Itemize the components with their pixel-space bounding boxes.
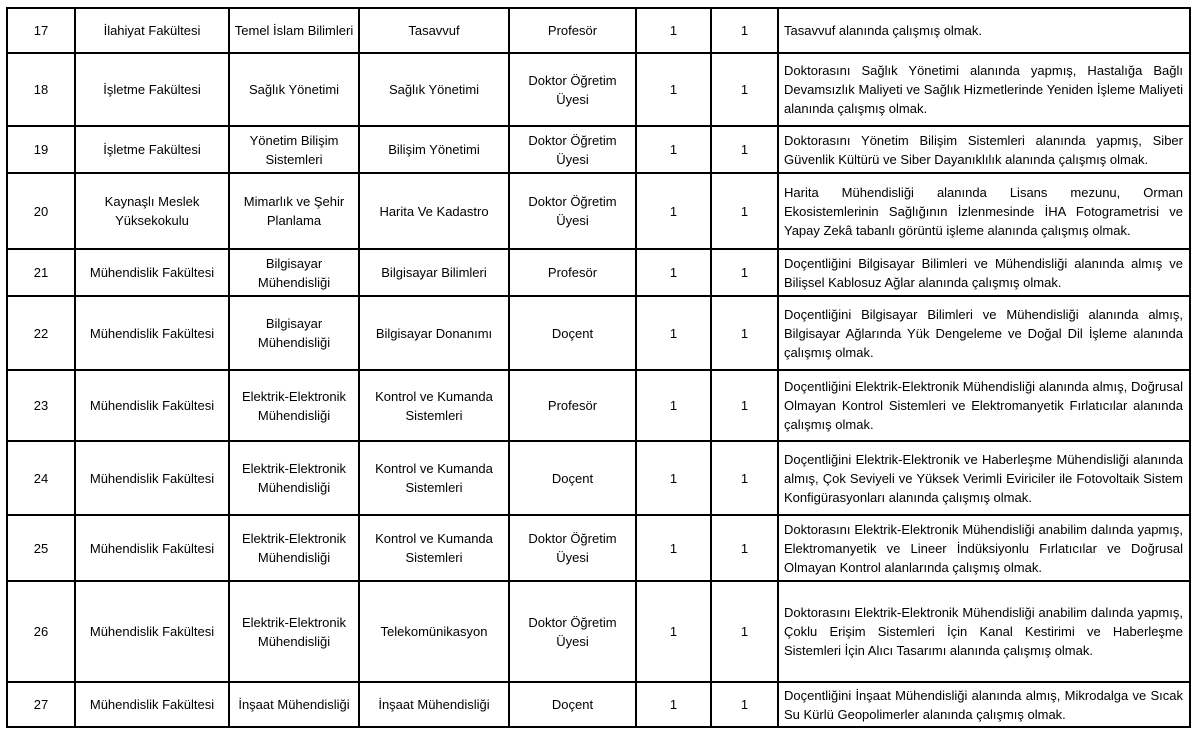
table-row — [7, 370, 1190, 441]
cell-description: Doktorasını Sağlık Yönetimi alanında yapmış, Hastalığa Bağlı Devamsızlık Maliyeti ve Sağlık Hizmetlerinde Yeniden İşleme Maliyeti alanında çalışmış olmak. — [778, 53, 1190, 126]
cell-no: 22 — [7, 296, 75, 370]
table-row — [7, 249, 1190, 296]
cell-program: Kontrol ve Kumanda Sistemleri — [359, 370, 509, 441]
cell-program: Kontrol ve Kumanda Sistemleri — [359, 515, 509, 581]
cell-faculty: Mühendislik Fakültesi — [75, 249, 229, 296]
cell-description: Harita Mühendisliği alanında Lisans mezunu, Orman Ekosistemlerinin Sağlığının İzlenmesinde İHA Fotogrametrisi ve Yapay Zekâ tabanlı görüntü işleme alanında çalışmış olmak. — [778, 173, 1190, 249]
cell-count1: 1 — [636, 296, 711, 370]
cell-department: Elektrik-Elektronik Mühendisliği — [229, 370, 359, 441]
table-row — [7, 581, 1190, 682]
cell-title: Doçent — [509, 682, 636, 727]
table-row — [7, 515, 1190, 581]
cell-count1: 1 — [636, 8, 711, 53]
cell-program: Bilişim Yönetimi — [359, 126, 509, 173]
cell-count2: 1 — [711, 296, 778, 370]
positions-table-body — [7, 8, 1190, 727]
cell-program: Tasavvuf — [359, 8, 509, 53]
cell-count2: 1 — [711, 53, 778, 126]
cell-faculty: İşletme Fakültesi — [75, 126, 229, 173]
cell-faculty: Mühendislik Fakültesi — [75, 515, 229, 581]
table-row — [7, 441, 1190, 515]
table-row — [7, 173, 1190, 249]
cell-count2: 1 — [711, 126, 778, 173]
cell-program: Sağlık Yönetimi — [359, 53, 509, 126]
table-row — [7, 296, 1190, 370]
cell-faculty: Mühendislik Fakültesi — [75, 296, 229, 370]
cell-count2: 1 — [711, 173, 778, 249]
cell-department: Bilgisayar Mühendisliği — [229, 249, 359, 296]
cell-faculty: Mühendislik Fakültesi — [75, 581, 229, 682]
cell-count1: 1 — [636, 581, 711, 682]
cell-description: Doçentliğini Bilgisayar Bilimleri ve Mühendisliği alanında almış, Bilgisayar Ağlarında Yük Dengeleme ve Doğal Dil İşleme alanında çalışmış olmak. — [778, 296, 1190, 370]
cell-department: Mimarlık ve Şehir Planlama — [229, 173, 359, 249]
cell-faculty: Kaynaşlı Meslek Yüksekokulu — [75, 173, 229, 249]
cell-program: Harita Ve Kadastro — [359, 173, 509, 249]
cell-count2: 1 — [711, 370, 778, 441]
cell-program: Kontrol ve Kumanda Sistemleri — [359, 441, 509, 515]
cell-faculty: Mühendislik Fakültesi — [75, 682, 229, 727]
cell-department: Temel İslam Bilimleri — [229, 8, 359, 53]
cell-no: 17 — [7, 8, 75, 53]
cell-no: 19 — [7, 126, 75, 173]
cell-department: Bilgisayar Mühendisliği — [229, 296, 359, 370]
cell-department: İnşaat Mühendisliği — [229, 682, 359, 727]
cell-description: Tasavvuf alanında çalışmış olmak. — [778, 8, 1190, 53]
cell-faculty: Mühendislik Fakültesi — [75, 370, 229, 441]
table-row — [7, 8, 1190, 53]
cell-count2: 1 — [711, 249, 778, 296]
cell-title: Doktor Öğretim Üyesi — [509, 126, 636, 173]
table-row — [7, 126, 1190, 173]
cell-no: 23 — [7, 370, 75, 441]
cell-count2: 1 — [711, 515, 778, 581]
cell-description: Doçentliğini Elektrik-Elektronik Mühendisliği alanında almış, Doğrusal Olmayan Kontrol Sistemleri ve Elektromanyetik Fırlatıcılar alanında çalışmış olmak. — [778, 370, 1190, 441]
table-row — [7, 53, 1190, 126]
cell-count1: 1 — [636, 53, 711, 126]
cell-program: Telekomünikasyon — [359, 581, 509, 682]
cell-department: Elektrik-Elektronik Mühendisliği — [229, 441, 359, 515]
cell-faculty: İlahiyat Fakültesi — [75, 8, 229, 53]
cell-title: Doktor Öğretim Üyesi — [509, 581, 636, 682]
cell-no: 27 — [7, 682, 75, 727]
table-row — [7, 682, 1190, 727]
cell-count1: 1 — [636, 515, 711, 581]
cell-no: 18 — [7, 53, 75, 126]
cell-count1: 1 — [636, 682, 711, 727]
cell-title: Doktor Öğretim Üyesi — [509, 173, 636, 249]
cell-program: Bilgisayar Donanımı — [359, 296, 509, 370]
cell-title: Profesör — [509, 8, 636, 53]
cell-description: Doktorasını Elektrik-Elektronik Mühendisliği anabilim dalında yapmış, Elektromanyetik ve Lineer İndüksiyonlu Fırlatıcılar ve Doğrusal Olmayan Kontrol alanlarında çalışmış olmak. — [778, 515, 1190, 581]
cell-description: Doçentliğini Elektrik-Elektronik ve Haberleşme Mühendisliği alanında almış, Çok Seviyeli ve Yüksek Verimli Eviriciler ile Fotovoltaik Sistem Konfigürasyonları alanında çalışmış olmak. — [778, 441, 1190, 515]
cell-count2: 1 — [711, 682, 778, 727]
cell-faculty: Mühendislik Fakültesi — [75, 441, 229, 515]
cell-count1: 1 — [636, 126, 711, 173]
cell-department: Elektrik-Elektronik Mühendisliği — [229, 581, 359, 682]
cell-count1: 1 — [636, 370, 711, 441]
cell-count2: 1 — [711, 8, 778, 53]
cell-title: Profesör — [509, 370, 636, 441]
cell-no: 24 — [7, 441, 75, 515]
cell-program: Bilgisayar Bilimleri — [359, 249, 509, 296]
cell-count1: 1 — [636, 249, 711, 296]
cell-description: Doktorasını Yönetim Bilişim Sistemleri alanında yapmış, Siber Güvenlik Kültürü ve Siber Dayanıklılık alanında çalışmış olmak. — [778, 126, 1190, 173]
cell-count2: 1 — [711, 581, 778, 682]
cell-title: Doktor Öğretim Üyesi — [509, 515, 636, 581]
cell-no: 25 — [7, 515, 75, 581]
cell-department: Sağlık Yönetimi — [229, 53, 359, 126]
cell-title: Profesör — [509, 249, 636, 296]
cell-no: 20 — [7, 173, 75, 249]
cell-count1: 1 — [636, 441, 711, 515]
academic-positions-table — [6, 7, 1191, 728]
cell-title: Doçent — [509, 296, 636, 370]
cell-program: İnşaat Mühendisliği — [359, 682, 509, 727]
cell-faculty: İşletme Fakültesi — [75, 53, 229, 126]
cell-description: Doçentliğini İnşaat Mühendisliği alanında almış, Mikrodalga ve Sıcak Su Kürlü Geopolimerler alanında çalışmış olmak. — [778, 682, 1190, 727]
cell-department: Elektrik-Elektronik Mühendisliği — [229, 515, 359, 581]
cell-count1: 1 — [636, 173, 711, 249]
cell-department: Yönetim Bilişim Sistemleri — [229, 126, 359, 173]
cell-no: 21 — [7, 249, 75, 296]
cell-no: 26 — [7, 581, 75, 682]
cell-description: Doktorasını Elektrik-Elektronik Mühendisliği anabilim dalında yapmış, Çoklu Erişim Sistemleri İçin Kanal Kestirimi ve Haberleşme Sistemleri İçin Alıcı Tasarımı alanında çalışmış olmak. — [778, 581, 1190, 682]
cell-description: Doçentliğini Bilgisayar Bilimleri ve Mühendisliği alanında almış ve Bilişsel Kablosuz Ağlar alanında çalışmış olmak. — [778, 249, 1190, 296]
cell-title: Doktor Öğretim Üyesi — [509, 53, 636, 126]
cell-title: Doçent — [509, 441, 636, 515]
cell-count2: 1 — [711, 441, 778, 515]
